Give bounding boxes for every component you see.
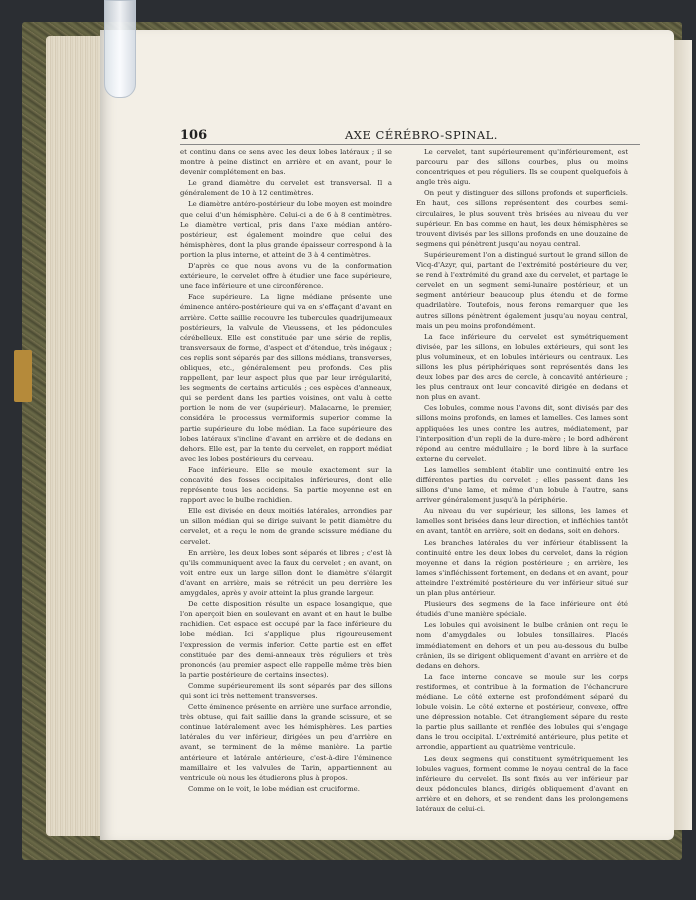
- paragraph: On peut y distinguer des sillons profonds et superficiels. En haut, ces sillons représentent des courbes semi-circulaires, le plus souvent très brisées au niveau du ver supérieur. En bas comme en haut, les deux hémisphères se trouvent divisés par les sillons profonds en une douzaine de segmens qui pénètrent jusqu'au noyau central.: [416, 189, 628, 248]
- paragraph: Face inférieure. Elle se moule exactement sur la concavité des fosses occipitales inférieures, dont elle représente tous les accidens. Sa partie moyenne est en rapport avec le bulbe rachidien.: [180, 465, 392, 505]
- bookmark-clip: [104, 0, 136, 98]
- paragraph: Les deux segmens qui constituent symétriquement les lobules vagues, forment comme le noyau central de la face inférieure du cervelet. Ils sont fixés au ver inférieur par deux pédoncules blancs, dirigés obliquement d'avant en arrière et en dehors, et se rendent dans les prolongemens latéraux de celui-ci.: [416, 754, 628, 813]
- paragraph: Le cervelet, tant supérieurement qu'inférieurement, est parcouru par des sillons courbes, plus ou moins concentriques et peu réguliers. Ils se coupent quelquefois à angle très aigu.: [416, 148, 628, 187]
- running-title: AXE CÉRÉBRO-SPINAL.: [345, 128, 498, 142]
- paragraph: Les branches latérales du ver inférieur établissent la continuité entre les deux lobes du cervelet, dans la région moyenne et dans la région postérieure ; en arrière, les lames s'infléchissent fortement, en dedans et en avant, pour atteindre l'extrémité postérieure du ver inférieur situé sur un plan plus antérieur.: [416, 538, 628, 598]
- paragraph: Plusieurs des segmens de la face inférieure ont été étudiés d'une manière spéciale.: [416, 600, 628, 619]
- cover-tab: [14, 350, 32, 402]
- paragraph: En arrière, les deux lobes sont séparés et libres ; c'est là qu'ils communiquent avec la faux du cervelet ; en avant, on voit entre eux un large sillon dont le diamètre s'élargit d'avant en arrière, mais se rétrécit un peu derrière les amygdales, après y avoir atteint la plus grande largeur.: [180, 548, 392, 598]
- paragraph: De cette disposition résulte un espace losangique, que l'on aperçoit bien en soulevant en avant et en haut le bulbe rachidien. Cet espace est occupé par la face inférieure du lobe médian. Ici s'applique plus rigoureusement l'expression de vermis inferior. Cette partie est en effet constituée par des demi-anneaux très réguliers et très prononcés (au premier aspect elle rappelle même très bien la partie postérieure de certains insectes).: [180, 600, 392, 679]
- paragraph: D'après ce que nous avons vu de la conformation extérieure, le cervelet offre à étudier une face supérieure, une face inférieure et une circonférence.: [180, 262, 392, 291]
- paragraph: La face inférieure du cervelet est symétriquement divisée, par les sillons, en lobules extérieurs, qui sont les plus volumineux, et en lobules intérieurs ou centraux. Les sillons les plus périphériques sont représentés dans les deux lobes par des arcs de cercle, à concavité antérieure ; les plus centraux ont leur concavité dirigée en dedans et non plus en avant.: [416, 332, 628, 402]
- paragraph: Comme on le voit, le lobe médian est cruciforme.: [188, 784, 360, 793]
- paragraph: Les lamelles semblent établir une continuité entre les différentes parties du cervelet ; elles passent dans les sillons d'une lame, et même d'un lobule à l'autre, sans arriver généralement jusqu'à la périphérie.: [416, 465, 628, 505]
- right-column: [416, 147, 628, 813]
- page-edges: [46, 36, 102, 836]
- paragraph: La face interne concave se moule sur les corps restiformes, et contribue à la formation de l'échancrure médiane. Le côté externe est profondément séparé du lobule voisin. Le côté externe et postérieur, convexe, offre une dépression notable. Cet étranglement sépare du reste la partie plus saillante et renflée des lobules qui s'engage dans le trou occipital. L'extrémité antérieure, plus petite et arrondie, appartient au quatrième ventricule.: [416, 672, 628, 752]
- paragraph: et continu dans ce sens avec les deux lobes latéraux ; il se montre à peine distinct en arrière et en avant, pour le devenir complétement en bas.: [180, 148, 392, 177]
- paragraph: Au niveau du ver supérieur, les sillons, les lames et lamelles sont brisées dans leur direction, et infléchies tantôt en avant, tantôt en arrière, soit en dedans, soit en dehors.: [416, 507, 628, 536]
- paragraph: Face supérieure. La ligne médiane présente une éminence antéro-postérieure qui va en s'effaçant d'avant en arrière. Cette saillie recouvre les tubercules quadrijumeaux postérieurs, la valvule de Vieussens, et les pédoncules cérébelleux. Elle est constituée par une série de replis, transversaux de forme, d'aspect et d'étendue, très inégaux ; ces replis sont séparés par des sillons médians, transverses, obliques, etc., généralement peu profonds. Ces plis rappellent, par leur aspect plus que par leur irrégularité, les segments de certains articulés ; ces espèces d'anneaux, qui se perdent dans les parties voisines, ont valu à cette portion le nom de ver (supérieur). Malacarne, le premier, considéra le processus vermiformis superior comme la partie supérieure du lobe médian. La face supérieure des lobes latéraux s'incline d'avant en arrière et de dedans en dehors. Elle est, par la tente du cervelet, en rapport médiat avec les lobes postérieurs du cerveau.: [180, 293, 392, 463]
- paragraph: Cette éminence présente en arrière une surface arrondie, très obtuse, qui fait saillie dans la grande scissure, et se continue latéralement avec les hémisphères. Les parties latérales du ver inférieur, dirigées un peu d'arrière en avant, se terminent de la même manière. La partie antérieure et latérale antérieure, c'est-à-dire l'éminence mamillaire et les valvules de Tarin, appartiennent au ventricule où nous les étudierons plus à propos.: [180, 703, 392, 782]
- paragraph: Le grand diamètre du cervelet est transversal. Il a généralement de 10 à 12 centimètres.: [180, 179, 392, 198]
- page-header: [180, 128, 640, 145]
- paragraph: Le diamètre antéro-postérieur du lobe moyen est moindre que celui d'un hémisphère. Celui-ci a de 6 à 8 centimètres. Le diamètre vertical, pris dans l'axe médian antéro-postérieur, est également moindre que celui des hémisphères, dont la plus grande épaisseur correspond à la portion la plus interne, et atteint de 3 à 4 centimètres.: [180, 200, 392, 259]
- left-column: [180, 147, 392, 793]
- paragraph: Comme supérieurement ils sont séparés par des sillons qui sont ici très nettement transverses.: [180, 681, 392, 700]
- paragraph: Elle est divisée en deux moitiés latérales, arrondies par un sillon médian qui se dirige suivant le petit diamètre du cervelet, et a reçu le nom de grande scissure médiane du cervelet.: [180, 507, 392, 546]
- paragraph: Supérieurement l'on a distingué surtout le grand sillon de Vicq-d'Azyr, qui, partant de l'extrémité postérieure du ver, se rend à l'extrémité du grand axe du cervelet, et partage le cervelet en un segment semi-lunaire postérieur, et un segment antérieur beaucoup plus étendu et de forme quadrilatère. Toutefois, nous ferons remarquer que les autres sillons pénètrent également jusqu'au noyau central, mais un peu moins profondément.: [416, 250, 628, 330]
- page-number: 106: [180, 128, 208, 143]
- paragraph: Les lobules qui avoisinent le bulbe crânien ont reçu le nom d'amygdales ou lobules tonsillaires. Placés immédiatement en dehors et un peu au-dessous du bulbe crânien, ils se dirigent obliquement d'avant en arrière et de dedans en dehors.: [416, 621, 628, 670]
- next-page-edge: [674, 40, 692, 830]
- paragraph: Ces lobules, comme nous l'avons dit, sont divisés par des sillons moins profonds, en lames et lamelles. Ces lames sont appliquées les unes contre les autres, médiatement, par l'interposition d'un repli de la dure-mère ; le bord adhérent répond au centre médullaire ; le bord libre à la surface externe du cervelet.: [416, 404, 628, 463]
